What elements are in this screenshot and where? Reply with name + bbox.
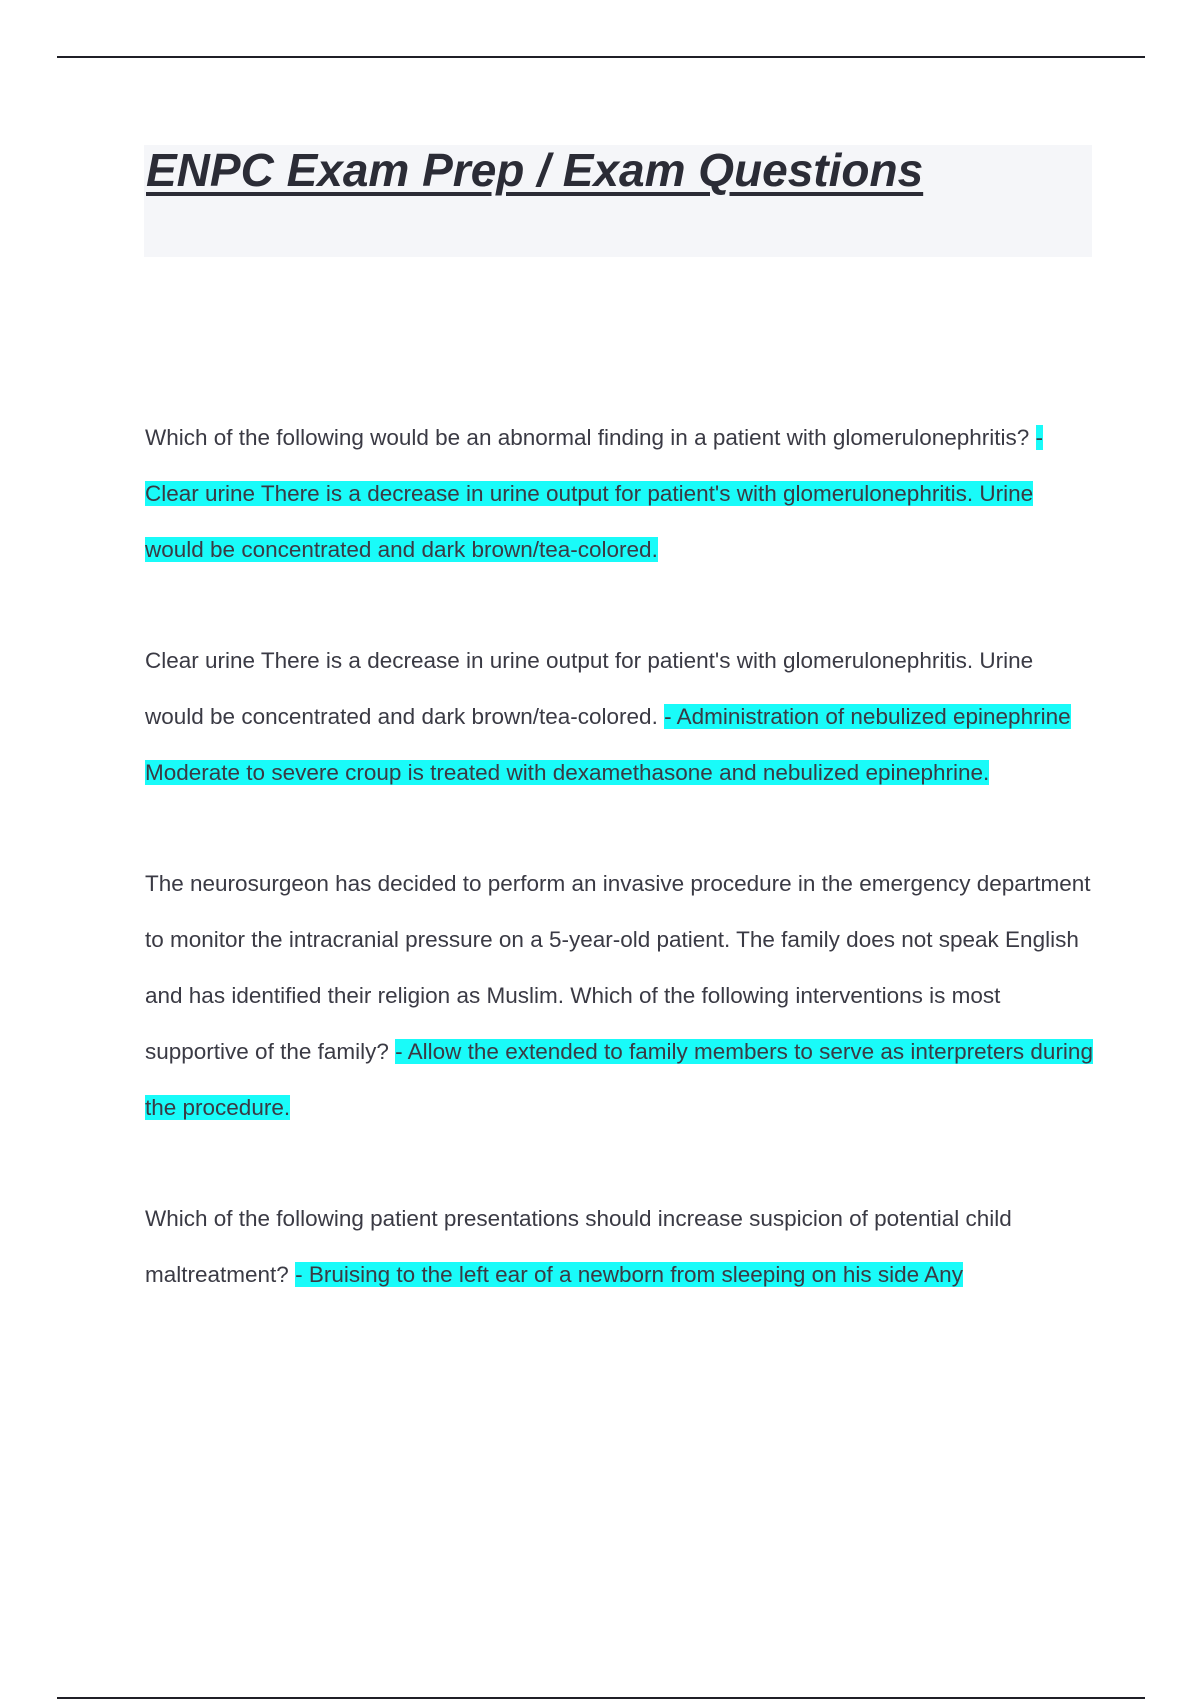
question-text: The neurosurgeon has decided to perform an invasive procedure in the emergency department to monitor the intracranial pressure on a 5-year-old patient. The family does not speak English and has identified their religion as Muslim. Which of the following interventions is most supportive of the family? [145,871,1091,1064]
qa-list [145,410,1095,1358]
answer-highlight: - Allow the extended to family members to serve as interpreters during the procedure. [145,1039,1093,1120]
bottom-rule [57,1697,1145,1699]
top-rule [57,56,1145,58]
qa-item [145,1191,1095,1303]
page-title: ENPC Exam Prep / Exam Questions [146,144,924,196]
question-text: Clear urine There is a decrease in urine output for patient's with glomerulonephritis. Urine would be concentrated and dark brown/tea-colored. [145,648,1034,729]
question-text: Which of the following patient presentations should increase suspicion of potential child maltreatment? [145,1206,1012,1287]
answer-highlight: - Bruising to the left ear of a newborn from sleeping on his side Any [295,1262,963,1287]
qa-item [145,410,1095,578]
answer-highlight: - Clear urine There is a decrease in urine output for patient's with glomerulonephritis. Urine would be concentrated and dark brown/tea-colored. [145,425,1044,562]
question-text: Which of the following would be an abnormal finding in a patient with glomerulonephritis? [145,425,1030,450]
answer-highlight: - Administration of nebulized epinephrine Moderate to severe croup is treated with dexamethasone and nebulized epinephrine. [145,704,1071,785]
qa-item [145,856,1095,1136]
qa-item [145,633,1095,801]
